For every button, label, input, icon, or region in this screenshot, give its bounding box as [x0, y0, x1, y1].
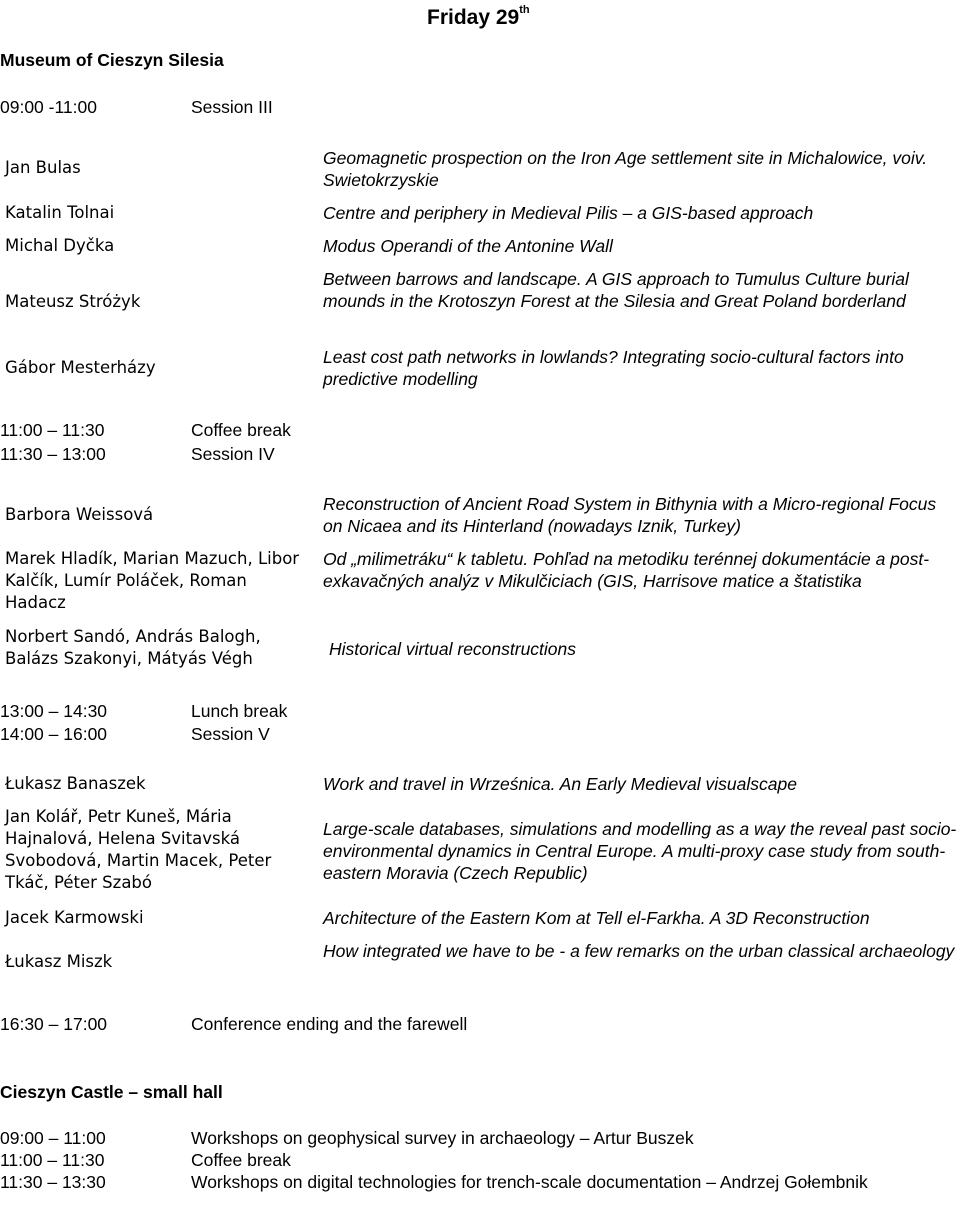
talk-title: Work and travel in Wrześnica. An Early Medieval visualscape — [323, 774, 797, 794]
talk-author: Jan Bulas — [5, 158, 81, 177]
talk-author: Łukasz Banaszek — [5, 774, 146, 793]
talk-title: Reconstruction of Ancient Road System in Bithynia with a Micro-regional Focus on Nicaea and its Hinterland (nowadays Iznik, Turkey) — [323, 494, 937, 536]
talk-title: Architecture of the Eastern Kom at Tell el-Farkha. A 3D Reconstruction — [323, 908, 870, 928]
workshop-text: Coffee break — [191, 1150, 291, 1170]
talk-author: Łukasz Miszk — [5, 952, 113, 971]
workshop-time: 11:00 – 11:30 — [0, 1150, 105, 1170]
talk-author: Marek Hladík, Marian Mazuch, Libor Kalčík, Lumír Poláček, Roman Hadacz — [5, 549, 300, 612]
talk-title: Od „milimetráku“ k tabletu. Pohľad na metodiku terénnej dokumentácie a post-exkavačných analýz v Mikulčiciach (GIS, Harrisove matice a štatistika — [323, 549, 930, 591]
day-title: Friday 29th — [427, 4, 530, 29]
talk-author: Jan Kolář, Petr Kuneš, Mária Hajnalová, Helena Svitavská Svobodová, Martin Macek, Peter Tkáč, Péter Szabó — [5, 807, 272, 892]
talk-title: Between barrows and landscape. A GIS approach to Tumulus Culture burial mounds in the Krotoszyn Forest at the Silesia and Great Poland borderland — [323, 269, 909, 311]
session-time: 11:30 – 13:00 — [0, 444, 106, 464]
break-name: Lunch break — [191, 701, 288, 721]
session-name: Session III — [191, 97, 273, 117]
talk-title: Historical virtual reconstructions — [329, 639, 577, 659]
break-time: 13:00 – 14:30 — [0, 701, 108, 721]
session-time: 09:00 -11:00 — [0, 97, 97, 117]
talk-author: Michal Dyčka — [5, 236, 115, 255]
talk-author: Mateusz Stróżyk — [5, 292, 141, 311]
session-time: 14:00 – 16:00 — [0, 724, 108, 744]
talk-author: Jacek Karmowski — [5, 908, 144, 927]
session-name: Conference ending and the farewell — [191, 1014, 468, 1034]
workshop-text: Workshops on geophysical survey in archaeology – Artur Buszek — [191, 1128, 694, 1148]
break-time: 11:00 – 11:30 — [0, 420, 105, 440]
session-name: Session IV — [191, 444, 275, 464]
break-name: Coffee break — [191, 420, 291, 440]
talk-author: Norbert Sandó, András Balogh, Balázs Szakonyi, Mátyás Végh — [5, 627, 261, 668]
talk-author: Barbora Weissová — [5, 505, 154, 524]
workshop-time: 09:00 – 11:00 — [0, 1128, 106, 1148]
talk-title: Large-scale databases, simulations and modelling as a way the reveal past socio-environmental dynamics in Central Europe. A multi-proxy case study from south-eastern Moravia (Czech Republic) — [323, 819, 957, 883]
talk-title: Centre and periphery in Medieval Pilis – a GIS-based approach — [323, 203, 814, 223]
talk-title: How integrated we have to be - a few remarks on the urban classical archaeology — [323, 941, 955, 961]
workshop-time: 11:30 – 13:30 — [0, 1172, 106, 1192]
session-name: Session V — [191, 724, 270, 744]
session-time: 16:30 – 17:00 — [0, 1014, 108, 1034]
talk-author: Katalin Tolnai — [5, 203, 115, 222]
venue-heading: Museum of Cieszyn Silesia — [0, 50, 224, 70]
talk-title: Geomagnetic prospection on the Iron Age settlement site in Michalowice, voiv. Swietokrzyskie — [323, 148, 928, 190]
venue-heading: Cieszyn Castle – small hall — [0, 1082, 223, 1102]
talk-title: Modus Operandi of the Antonine Wall — [323, 236, 613, 256]
workshop-text: Workshops on digital technologies for trench-scale documentation – Andrzej Gołembnik — [191, 1172, 868, 1192]
talk-title: Least cost path networks in lowlands? Integrating socio-cultural factors into predictive modelling — [323, 347, 904, 389]
talk-author: Gábor Mesterházy — [5, 358, 156, 377]
day-title-superscript: th — [519, 4, 530, 16]
